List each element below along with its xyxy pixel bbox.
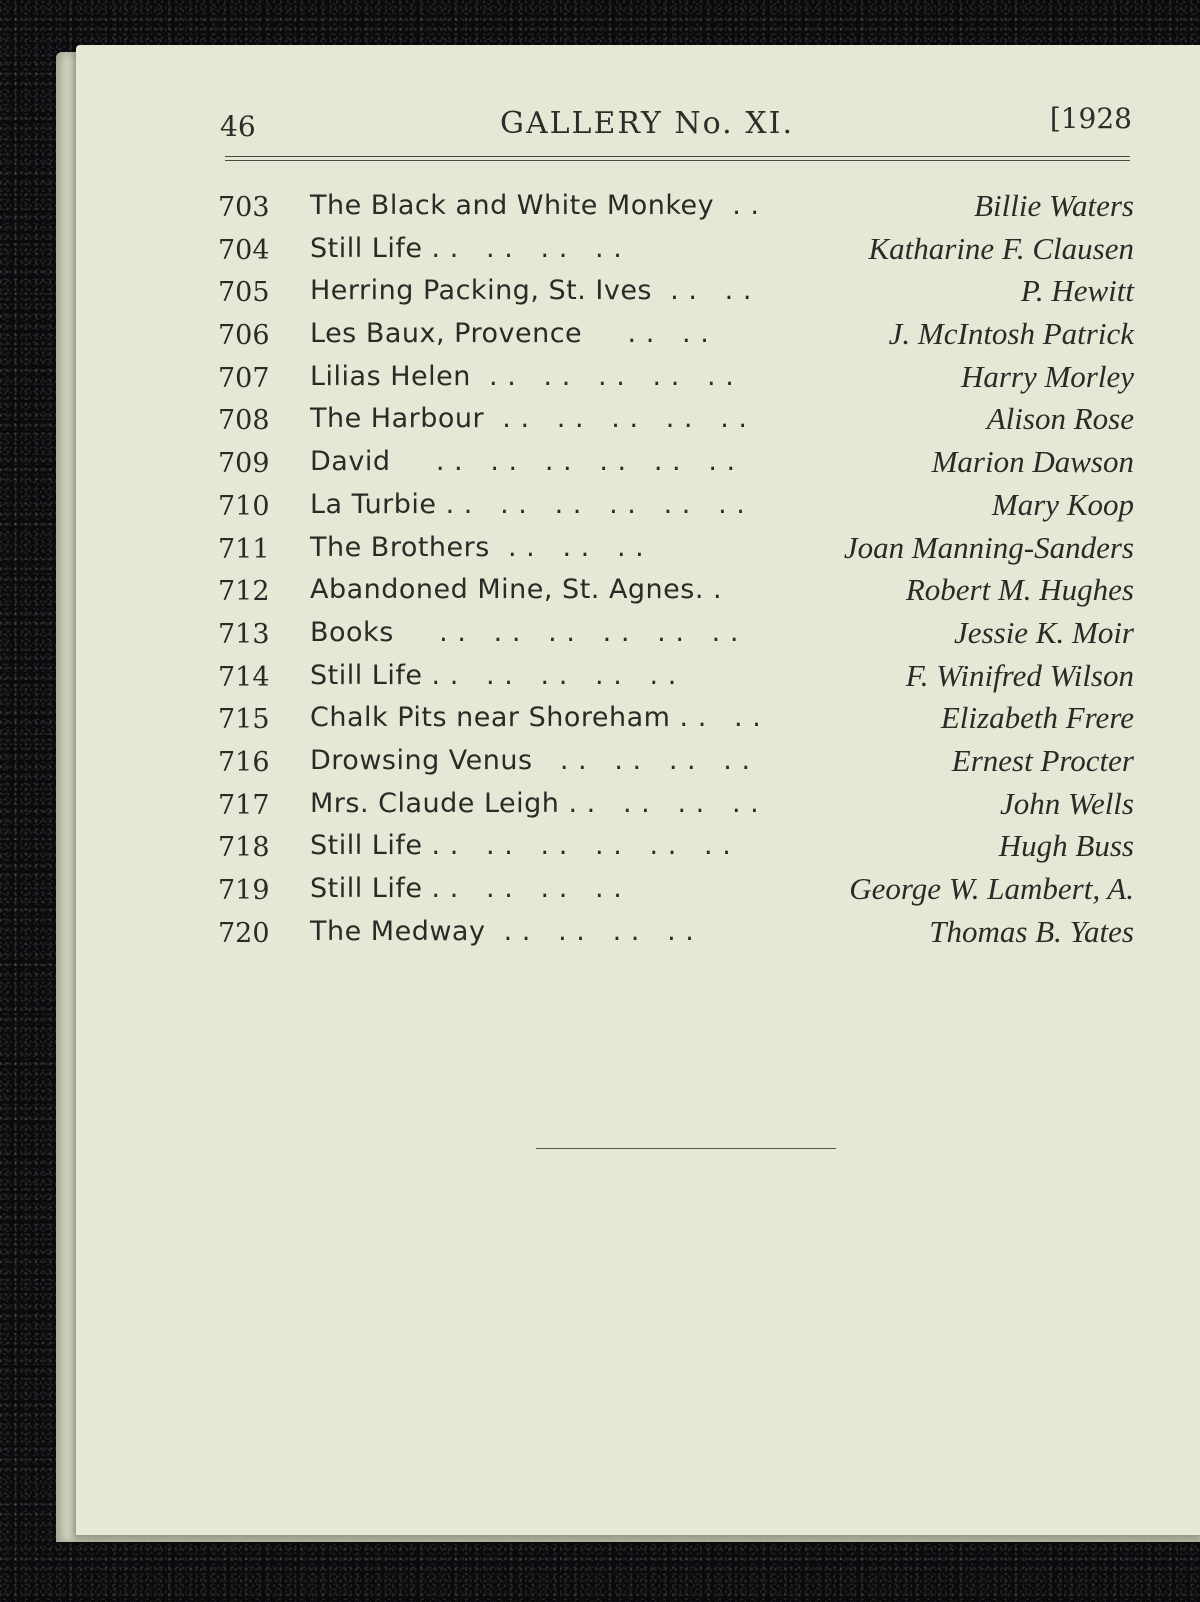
entry-number: 719 (218, 875, 270, 906)
entry-artist: Ernest Procter (951, 742, 1134, 778)
entry-title: Les Baux, Provence . . . . (310, 318, 710, 350)
header-double-rule (225, 156, 1130, 161)
entry-number: 703 (218, 192, 270, 223)
entry-artist: Alison Rose (986, 401, 1134, 437)
catalogue-entry (218, 314, 1134, 357)
entry-title: The Harbour . . . . . . . . . . (310, 403, 748, 435)
entry-number: 711 (218, 533, 270, 565)
year-label: [1928 (1049, 102, 1132, 135)
entry-title: Drowsing Venus . . . . . . . . (310, 744, 751, 776)
entry-artist: Katharine F. Clausen (868, 230, 1134, 266)
catalogue-entry (218, 912, 1134, 955)
entry-title: Mrs. Claude Leigh . . . . . . . . (310, 787, 760, 819)
entry-title: Chalk Pits near Shoreham . . . . (310, 702, 762, 734)
catalogue-entry (218, 741, 1134, 784)
entry-number: 718 (218, 832, 270, 864)
catalogue-entries (218, 186, 1134, 954)
entry-number: 706 (218, 320, 270, 352)
catalogue-entry (218, 186, 1134, 229)
catalogue-entry (218, 613, 1134, 656)
entry-title: Still Life . . . . . . . . . . . . (310, 830, 732, 862)
entry-artist: Mary Koop (991, 486, 1134, 522)
entry-artist: Jessie K. Moir (954, 614, 1134, 650)
catalogue-entry (218, 271, 1134, 314)
entry-title: The Brothers . . . . . . (310, 531, 645, 563)
catalogue-entry (218, 442, 1134, 485)
page-number: 46 (220, 110, 256, 143)
catalogue-entry (218, 528, 1134, 571)
catalogue-entry (218, 784, 1134, 827)
entry-number: 709 (218, 448, 270, 480)
entry-number: 715 (218, 704, 270, 736)
entry-title: The Black and White Monkey . . (310, 190, 760, 221)
entry-artist: Hugh Buss (998, 828, 1134, 864)
entry-number: 713 (218, 618, 270, 650)
entry-artist: Elizabeth Frere (940, 700, 1134, 736)
entry-title: Books . . . . . . . . . . . . (310, 616, 739, 648)
entry-number: 714 (218, 661, 270, 693)
entry-artist: John Wells (999, 785, 1134, 821)
entry-artist: Marion Dawson (931, 444, 1134, 480)
entry-number: 712 (218, 576, 270, 608)
entry-title: La Turbie . . . . . . . . . . . . (310, 488, 746, 520)
page-header (220, 102, 1132, 146)
entry-title: Still Life . . . . . . . . (310, 232, 623, 264)
entry-title: David . . . . . . . . . . . . (310, 446, 736, 478)
entry-artist: P. Hewitt (1020, 273, 1134, 309)
entry-title: Lilias Helen . . . . . . . . . . (310, 360, 735, 392)
catalogue-entry (218, 229, 1134, 272)
catalogue-entry (218, 485, 1134, 528)
entry-artist: George W. Lambert, A. (849, 871, 1134, 906)
catalogue-entry (218, 698, 1134, 741)
end-rule (536, 1148, 836, 1149)
entry-number: 705 (218, 277, 270, 309)
entry-title: Still Life . . . . . . . . (310, 873, 623, 904)
entry-title: Herring Packing, St. Ives . . . . (310, 275, 752, 307)
entry-number: 720 (218, 917, 270, 949)
gallery-title: GALLERY No. XI. (500, 106, 794, 141)
entry-number: 707 (218, 362, 270, 394)
catalogue-entry (218, 357, 1134, 400)
entry-title: The Medway . . . . . . . . (310, 915, 695, 947)
entry-number: 710 (218, 490, 270, 522)
entry-title: Still Life . . . . . . . . . . (310, 659, 677, 691)
entry-artist: Robert M. Hughes (905, 572, 1134, 608)
catalogue-entry (218, 656, 1134, 699)
catalogue-entry (218, 869, 1134, 912)
catalogue-entry (218, 826, 1134, 869)
entry-artist: Thomas B. Yates (929, 913, 1134, 949)
entry-artist: Billie Waters (974, 188, 1134, 223)
catalogue-entry (218, 399, 1134, 442)
entry-artist: Joan Manning-Sanders (843, 529, 1134, 565)
entry-number: 717 (218, 789, 270, 821)
entry-number: 704 (218, 234, 270, 266)
entry-artist: J. McIntosh Patrick (888, 316, 1134, 352)
entry-title: Abandoned Mine, St. Agnes. . (310, 574, 723, 606)
catalogue-entry (218, 570, 1134, 613)
entry-number: 716 (218, 746, 270, 778)
entry-artist: F. Winifred Wilson (905, 657, 1134, 693)
entry-number: 708 (218, 405, 270, 437)
entry-artist: Harry Morley (960, 358, 1134, 394)
